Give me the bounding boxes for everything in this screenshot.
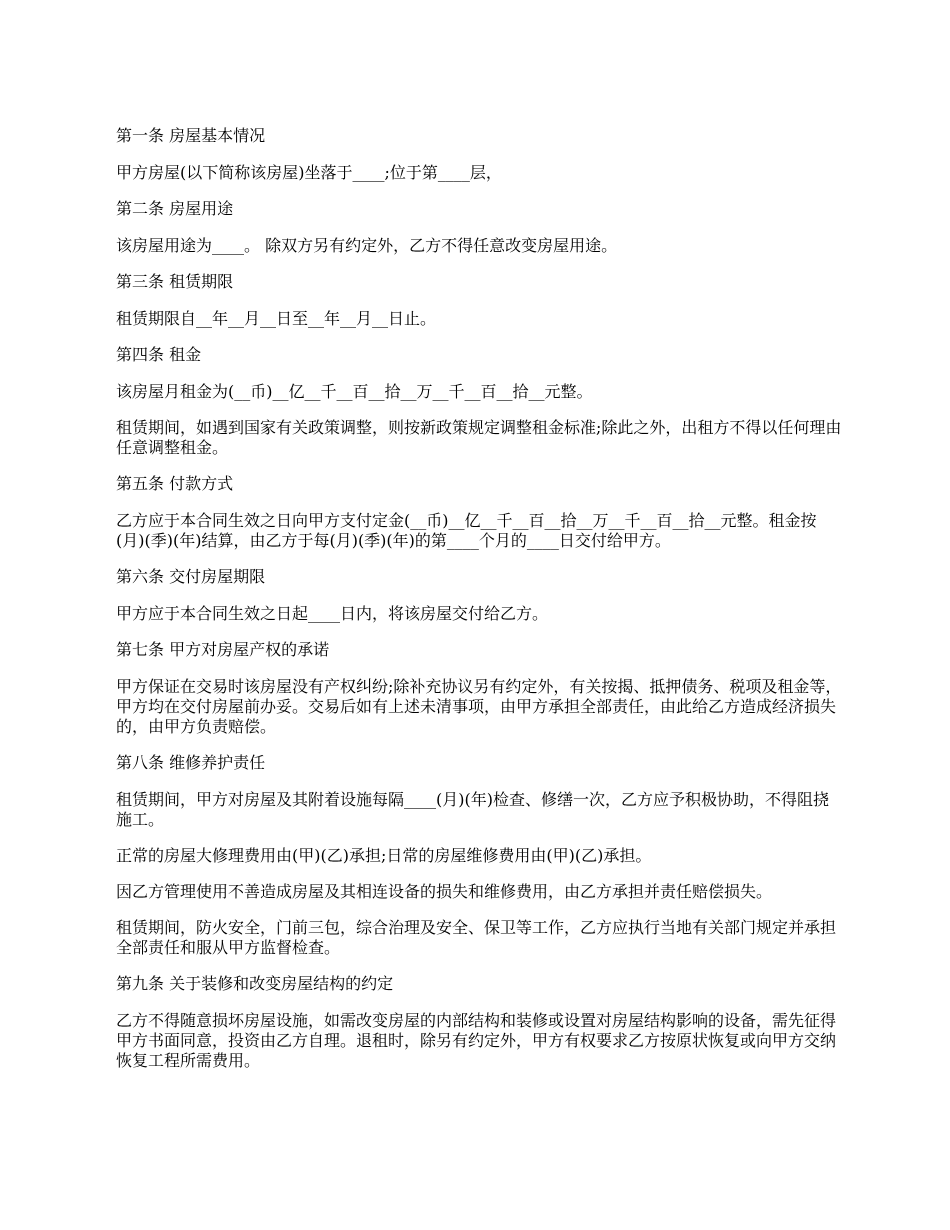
article-1-location-text: 甲方房屋(以下简称该房屋)坐落于____;位于第____层， bbox=[116, 163, 502, 182]
article-1-heading: 第一条 房屋基本情况 bbox=[116, 126, 266, 145]
article-9-renovation-text: 乙方不得随意损坏房屋设施，如需改变房屋的内部结构和装修或设置对房屋结构影响的设备，需先征得甲方书面同意，投资由乙方自理。退租时，除另有约定外，甲方有权要求乙方按原状恢复或向甲方交纳恢复工程所需费用。 bbox=[116, 1011, 837, 1070]
article-6-delivery-text: 甲方应于本合同生效之日起____日内，将该房屋交付给乙方。 bbox=[116, 604, 549, 623]
article-8-heading: 第八条 维修养护责任 bbox=[116, 753, 266, 772]
article-5-payment-text: 乙方应于本合同生效之日向甲方支付定金(__币)__亿__千__百__拾__万__千__百__拾__元整。租金按(月)(季)(年)结算，由乙方于每(月)(季)(年)的第____个月的____日交付给甲方。 bbox=[116, 511, 817, 550]
article-7-property-rights-text: 甲方保证在交易时该房屋没有产权纠纷;除补充协议另有约定外，有关按揭、抵押债务、税项及租金等，甲方均在交付房屋前办妥。交易后如有上述未清事项，由甲方承担全部责任，由此给乙方造成经济损失的，由甲方负责赔偿。 bbox=[116, 677, 842, 736]
article-3-term-text: 租赁期限自__年__月__日至__年__月__日止。 bbox=[116, 309, 437, 328]
article-5-heading: 第五条 付款方式 bbox=[116, 474, 234, 493]
article-3-heading: 第三条 租赁期限 bbox=[116, 272, 234, 291]
article-4-rent-amount-text: 该房屋月租金为(__币)__亿__千__百__拾__万__千__百__拾__元整。 bbox=[116, 382, 593, 401]
article-7-heading: 第七条 甲方对房屋产权的承诺 bbox=[116, 640, 330, 659]
article-9-heading: 第九条 关于装修和改变房屋结构的约定 bbox=[116, 974, 394, 993]
article-6-heading: 第六条 交付房屋期限 bbox=[116, 567, 266, 586]
article-4-heading: 第四条 租金 bbox=[116, 345, 202, 364]
article-8-inspection-text: 租赁期间，甲方对房屋及其附着设施每隔____(月)(年)检查、修缮一次，乙方应予积极协助，不得阻挠施工。 bbox=[116, 790, 829, 829]
article-2-heading: 第二条 房屋用途 bbox=[116, 199, 234, 218]
article-8-repair-cost-text: 正常的房屋大修理费用由(甲)(乙)承担;日常的房屋维修费用由(甲)(乙)承担。 bbox=[116, 846, 652, 865]
article-4-rent-adjustment-text: 租赁期间，如遇到国家有关政策调整，则按新政策规定调整租金标准;除此之外，出租方不得以任何理由任意调整租金。 bbox=[116, 418, 842, 457]
article-8-damage-liability-text: 因乙方管理使用不善造成房屋及其相连设备的损失和维修费用，由乙方承担并责任赔偿损失。 bbox=[116, 882, 773, 901]
article-2-usage-text: 该房屋用途为____。 除双方另有约定外，乙方不得任意改变房屋用途。 bbox=[116, 236, 618, 255]
contract-document bbox=[116, 126, 844, 1087]
article-8-safety-text: 租赁期间，防火安全，门前三包，综合治理及安全、保卫等工作，乙方应执行当地有关部门规定并承担全部责任和服从甲方监督检查。 bbox=[116, 918, 837, 957]
